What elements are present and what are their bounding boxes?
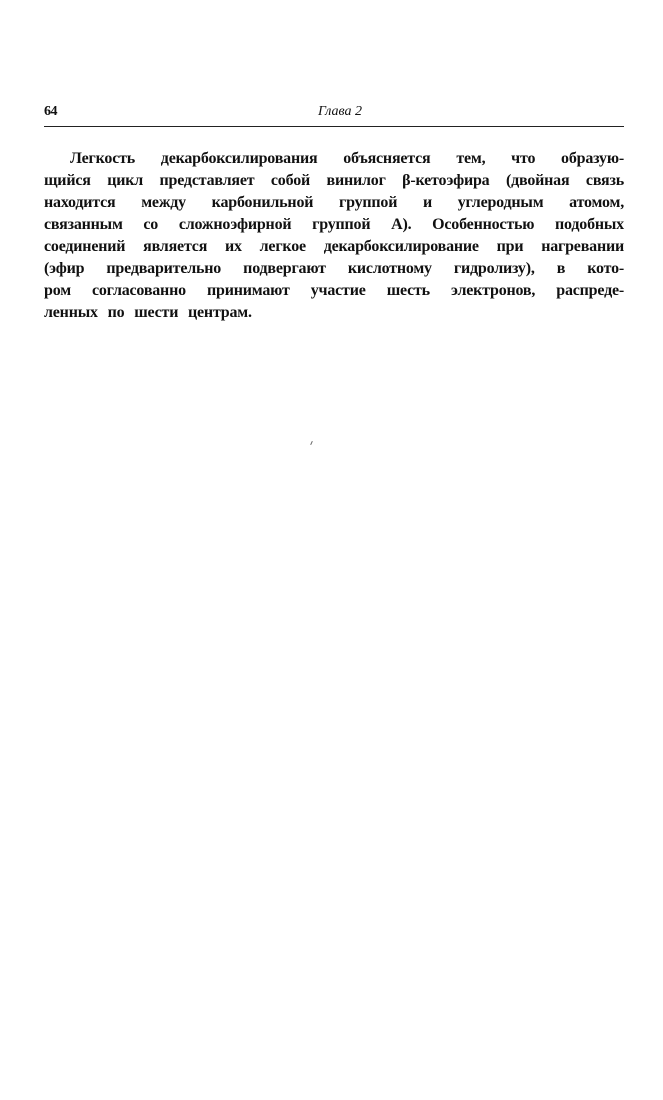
paragraph-line: ром согласованно принимают участие шесть электронов, распреде-: [44, 282, 624, 299]
paragraph-line: находится между карбонильной группой и углеродным атомом,: [44, 194, 624, 211]
running-header: [44, 104, 624, 127]
paragraph-line: соединений является их легкое декарбоксилирование при нагревании: [44, 238, 624, 255]
paragraph-line: щийся цикл представляет собой винилог β-кетоэфира (двойная связь: [44, 172, 624, 189]
paragraph-line: Легкость декарбоксилирования объясняется тем, что образую-: [70, 150, 624, 167]
paragraph-line: (эфир предварительно подвергают кислотному гидролизу), в кото-: [44, 260, 624, 277]
chapter-title: Глава 2: [318, 104, 362, 119]
page-number: 64: [44, 104, 57, 119]
scan-speck: [310, 441, 313, 445]
paragraph-line: ленных по шести центрам.: [44, 304, 252, 321]
paragraph-line: связанным со сложноэфирной группой А). Особенностью подобных: [44, 216, 624, 233]
paragraph: [44, 148, 624, 324]
